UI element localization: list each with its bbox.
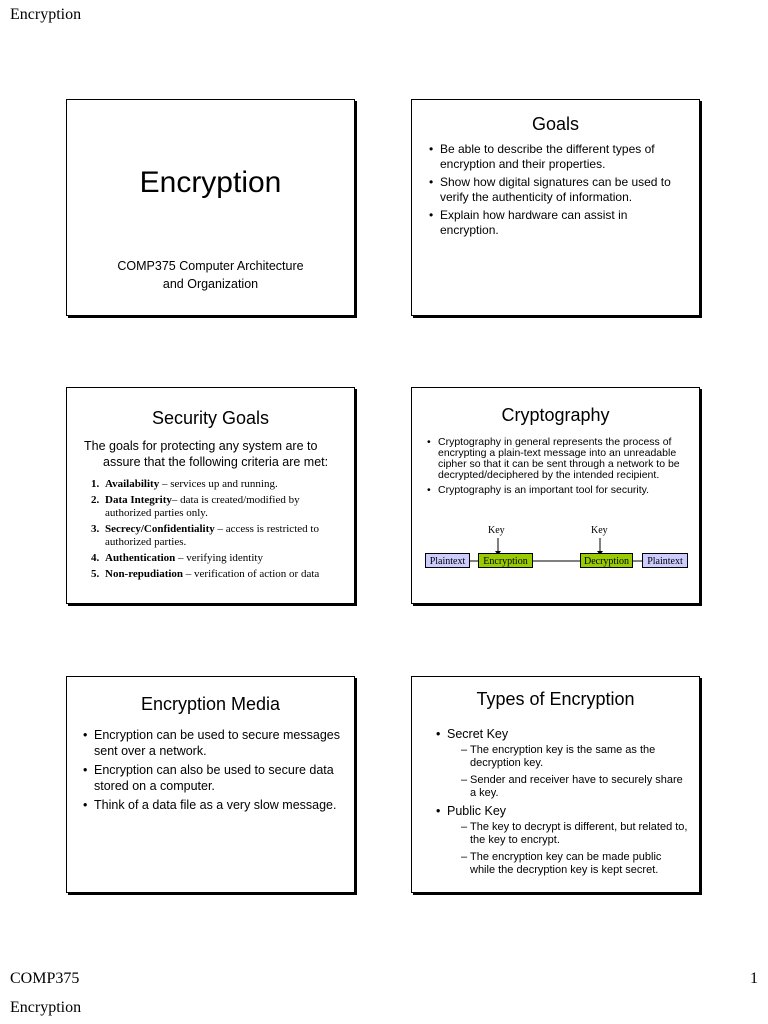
item-number: 3. — [91, 523, 100, 535]
decryption-box: Decryption — [580, 553, 633, 568]
slide-heading: Security Goals — [151, 408, 270, 428]
sub-item: – The encryption key is the same as the decryption key. — [461, 744, 689, 770]
public-key-label: Public Key — [447, 804, 507, 818]
item-desc: – verification of action or data — [183, 568, 320, 580]
sub-item: – The encryption key can be made public while the decryption key is kept secret. — [461, 851, 689, 877]
bullet-list — [429, 142, 687, 241]
item-number: 5. — [91, 568, 100, 580]
list-item: • Encryption can be used to secure messages sent over a network. — [83, 728, 340, 759]
list-item: • Think of a data file as a very slow message. — [83, 798, 340, 814]
sub-list — [447, 744, 689, 800]
diagram-connectors — [412, 388, 699, 603]
item-number: 4. — [91, 552, 100, 564]
footer-title: Encryption — [10, 999, 82, 1016]
page-number: 1 — [750, 970, 758, 987]
slide-title — [66, 99, 355, 316]
encryption-box: Encryption — [478, 553, 533, 568]
key-label-left: Key — [488, 525, 505, 536]
secret-key-label: Secret Key — [447, 727, 509, 741]
slide-heading: Encryption — [139, 166, 282, 199]
item-number: 2. — [91, 494, 100, 506]
subtitle-line-2: and Organization — [162, 277, 259, 291]
item-number: 1. — [91, 478, 100, 490]
bullet-list — [83, 728, 340, 818]
slide-goals — [411, 99, 700, 316]
item-desc: – access is restricted to authorized parties. — [105, 523, 319, 548]
slide-security-goals — [66, 387, 355, 604]
item-term: Data Integrity — [105, 494, 172, 506]
sub-item: – Sender and receiver have to securely share a key. — [461, 774, 689, 800]
slide-intro: The goals for protecting any system are to assure that the following criteria are met: — [84, 439, 329, 469]
list-item — [87, 552, 346, 565]
types-content — [436, 727, 689, 881]
criteria-list — [87, 478, 346, 584]
list-item: • Show how digital signatures can be used to verify the authenticity of information. — [429, 175, 687, 204]
item-desc: – data is created/modified by authorized parties only. — [105, 494, 300, 519]
slide-cryptography — [411, 387, 700, 604]
sub-item: – The key to decrypt is different, but related to, the key to encrypt. — [461, 821, 689, 847]
list-item: • Explain how hardware can assist in encryption. — [429, 208, 687, 237]
list-item — [87, 494, 346, 520]
sub-list — [447, 821, 689, 877]
page-header: Encryption — [10, 6, 82, 23]
footer-course: COMP375 — [10, 970, 80, 987]
plaintext-out-box: Plaintext — [642, 553, 688, 568]
list-item: • Cryptography is an important tool for security. — [427, 485, 687, 496]
slide-heading: Types of Encryption — [476, 689, 635, 709]
plaintext-in-box: Plaintext — [425, 553, 470, 568]
list-item — [87, 478, 346, 491]
slide-types-of-encryption — [411, 676, 700, 893]
list-item — [87, 568, 346, 581]
item-term: Authentication — [105, 552, 176, 564]
item-term: Non-repudiation — [105, 568, 184, 580]
item-desc: – services up and running. — [159, 478, 278, 490]
subtitle-line-1: COMP375 Computer Architecture — [117, 259, 304, 273]
key-label-right: Key — [591, 525, 608, 536]
list-item: • Encryption can also be used to secure data stored on a computer. — [83, 763, 340, 794]
item-term: Secrecy/Confidentiality — [105, 523, 215, 535]
crypto-diagram — [412, 388, 699, 603]
slide-encryption-media — [66, 676, 355, 893]
slide-heading: Goals — [531, 114, 580, 134]
item-term: Availability — [105, 478, 160, 490]
item-desc: – verifying identity — [175, 552, 263, 564]
slide-heading: Cryptography — [501, 405, 610, 425]
list-item — [436, 727, 689, 800]
list-item — [436, 804, 689, 877]
slide-subtitle — [67, 257, 354, 293]
list-item: • Be able to describe the different types of encryption and their properties. — [429, 142, 687, 171]
bullet-list — [436, 727, 689, 877]
list-item — [87, 523, 346, 549]
list-item: • Cryptography in general represents the process of encrypting a plain-text message into an unreadable cipher so that it can be sent through a network to be decrypted/deciphered by the intended recipient. — [427, 437, 687, 481]
slide-heading: Encryption Media — [140, 694, 281, 714]
